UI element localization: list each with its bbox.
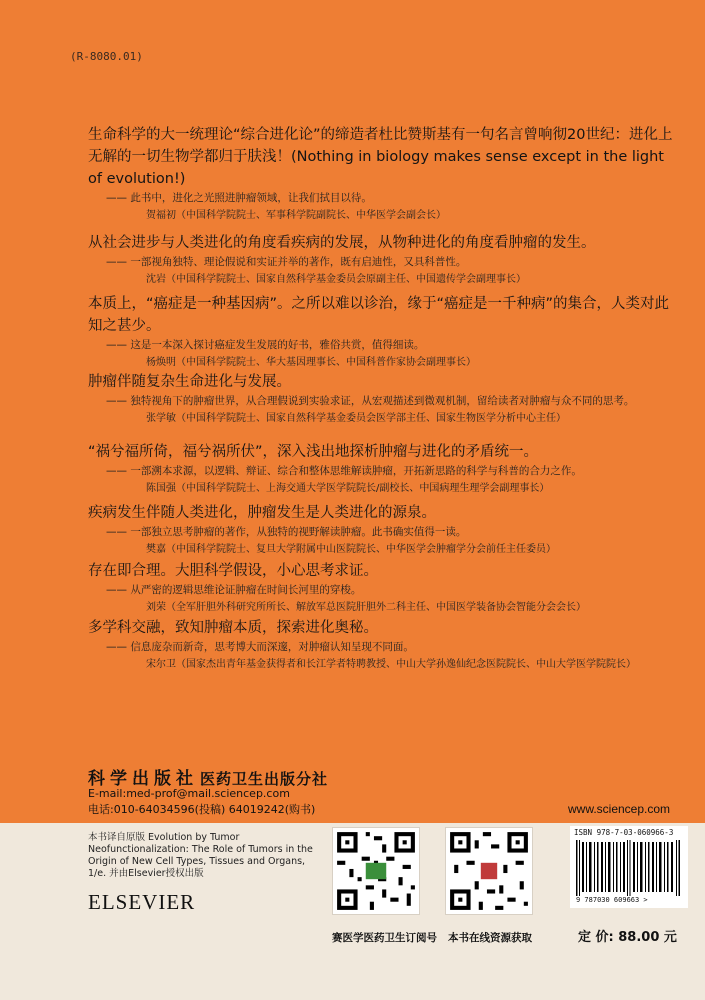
elsevier-logo: ELSEVIER — [88, 890, 196, 914]
quote-signature: 沈岩（中国科学院院士、国家自然科学基金委员会原副主任、中国遗传学会副理事长） — [146, 274, 526, 285]
publisher-phone: 电话:010-64034596(投稿) 64019242(购书) — [88, 803, 316, 816]
quote-lead: 生命科学的大一统理论“综合进化论”的缔造者杜比赞斯基有一句名言曾响彻20世纪：进化上无解的一切生物学都归于肤浅！(Nothing in biology makes sense except in the light of evolution!) — [88, 127, 673, 187]
quote-comment: —— 从严密的逻辑思维论证肿瘤在时间长河里的穿梭。 — [106, 584, 362, 596]
quote-lead: 存在即合理。大胆科学假设，小心思考求证。 — [88, 563, 378, 579]
qr-label-online-resources: 本书在线资源获取 — [448, 932, 532, 944]
qr-code-online-resources[interactable] — [445, 827, 533, 915]
quote-signature: 宋尔卫（国家杰出青年基金获得者和长江学者特聘教授、中山大学孙逸仙纪念医院院长、中山大学医学院院长） — [146, 659, 636, 670]
quote-lead: 多学科交融，致知肿瘤本质，探索进化奥秘。 — [88, 620, 378, 636]
qr-code-subscription[interactable] — [332, 827, 420, 915]
quote-block-3 — [88, 293, 678, 371]
quote-comment: —— 一部溯本求源，以逻辑、辩证、综合和整体思维解读肿瘤，开拓新思路的科学与科普的合力之作。 — [106, 465, 582, 477]
quote-block-6 — [88, 502, 678, 558]
isbn-text: ISBN 978-7-03-060966-3 — [574, 828, 674, 837]
quote-lead: 疾病发生伴随人类进化，肿瘤发生是人类进化的源泉。 — [88, 505, 436, 521]
quote-comment: —— 此书中，进化之光照进肿瘤领域，让我们拭目以待。 — [106, 192, 372, 204]
quote-signature: 贺福初（中国科学院院士、军事科学院副院长、中华医学会副会长） — [146, 210, 446, 221]
quote-lead: 从社会进步与人类进化的角度看疾病的发展，从物种进化的角度看肿瘤的发生。 — [88, 235, 596, 251]
quote-block-1 — [88, 124, 678, 224]
quote-comment: —— 一部独立思考肿瘤的著作，从独特的视野解读肿瘤。此书确实值得一读。 — [106, 526, 467, 538]
quote-signature: 陈国强（中国科学院院士、上海交通大学医学院院长/副校长、中国病理生理学会副理事长） — [146, 483, 550, 494]
quote-lead: 肿瘤伴随复杂生命进化与发展。 — [88, 374, 291, 390]
original-edition-note: 本书译自原版 Evolution by Tumor Neofunctionalization: The Role of Tumors in the Origin of New Cell Types, Tissues and Organs, 1/e. 并由Elsevier授权出版 — [88, 832, 313, 879]
quote-lead: “祸兮福所倚，福兮祸所伏”，深入浅出地探析肿瘤与进化的矛盾统一。 — [88, 444, 539, 460]
isbn-digits: 9 787030 609663 > — [576, 896, 648, 904]
quote-lead: 本质上，“癌症是一种基因病”。之所以难以诊治，缘于“癌症是一千种病”的集合，人类对此知之甚少。 — [88, 296, 670, 334]
quote-comment: —— 一部视角独特、理论假说和实证并举的著作，既有启迪性，又具科普性。 — [106, 256, 467, 268]
quote-signature: 张学敏（中国科学院院士、国家自然科学基金委员会医学部主任、国家生物医学分析中心主任） — [146, 413, 566, 424]
quote-comment: —— 信息庞杂而新奇，思考博大而深邃，对肿瘤认知呈现不同面。 — [106, 641, 414, 653]
quote-signature: 刘荣（全军肝胆外科研究所所长、解放军总医院肝胆外二科主任、中国医学装备协会智能分会会长） — [146, 602, 586, 613]
quote-comment: —— 这是一本深入探讨癌症发生发展的好书，雅俗共赏，值得细读。 — [106, 339, 425, 351]
publisher-name — [88, 764, 328, 789]
quote-block-4 — [88, 371, 678, 427]
publisher-logo-text: 科学出版社 — [88, 769, 198, 789]
catalog-code: (R-8080.01) — [70, 50, 143, 63]
quote-block-2 — [88, 232, 678, 288]
quote-signature: 樊嘉（中国科学院院士、复旦大学附属中山医院院长、中华医学会肿瘤学分会前任主任委员） — [146, 544, 556, 555]
quote-block-5 — [88, 441, 678, 497]
quote-signature: 杨焕明（中国科学院院士、华大基因理事长、中国科普作家协会副理事长） — [146, 357, 476, 368]
publisher-email: E-mail:med-prof@mail.sciencep.com — [88, 787, 290, 800]
quote-block-7 — [88, 560, 678, 616]
publisher-website: www.sciencep.com — [568, 802, 671, 816]
publisher-division: 医药卫生出版分社 — [200, 770, 329, 788]
quote-comment: —— 独特视角下的肿瘤世界，从合理假说到实验求证，从宏观描述到微观机制，留给读者对肿瘤与众不同的思考。 — [106, 395, 635, 407]
quote-block-8 — [88, 617, 678, 673]
qr-label-subscription: 赛医学医药卫生订阅号 — [332, 932, 437, 944]
price: 定 价: 88.00 元 — [578, 930, 677, 945]
